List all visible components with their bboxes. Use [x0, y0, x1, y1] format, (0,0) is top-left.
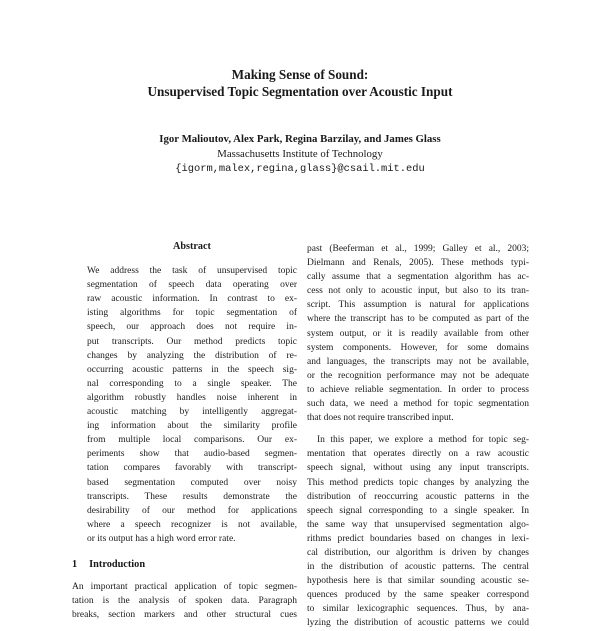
text-line: segmentation of speech data operating over [87, 280, 297, 291]
text-line: nal corresponding to a single speaker. The [87, 378, 297, 389]
section-title: Introduction [89, 558, 146, 570]
text-line: put transcripts. Our method predicts topic [87, 336, 297, 347]
text-line: cess not only to acoustic input, but also to its tran- [307, 286, 529, 297]
right-paragraph-2 [307, 433, 529, 630]
text-line: based segmentation computed over noisy [87, 477, 297, 488]
text-line: transcripts. These results demonstrate the [87, 491, 297, 502]
text-line: cally assume that a segmentation algorithm has ac- [307, 272, 529, 283]
text-line: the same way that unsupervised segmentation algo- [307, 519, 529, 530]
text-line: In this paper, we explore a method for topic seg- [317, 435, 529, 446]
text-line: from multiple local comparisons. Our ex- [87, 435, 297, 446]
text-line: cal distribution, our algorithm is driven by changes [307, 547, 529, 558]
affiliation: Massachusetts Institute of Technology [217, 148, 383, 160]
section-number: 1 [72, 558, 78, 570]
title-line-2: Unsupervised Topic Segmentation over Acoustic Input [147, 84, 453, 99]
text-line: mentation that operates directly on a raw acoustic [307, 449, 529, 460]
text-line: raw acoustic information. In contrast to ex- [87, 294, 297, 305]
text-line: acoustic matching by intelligently aggregat- [87, 407, 297, 418]
text-line: or its output has a high word error rate. [87, 533, 236, 544]
text-line: distribution of reoccurring acoustic patterns in the [307, 491, 529, 502]
text-line: breaks, section markers and other structural cues [72, 610, 297, 621]
introduction-body [72, 580, 297, 622]
author-block [0, 132, 600, 177]
text-line: speech signal, without using any input transcripts. [307, 463, 529, 474]
text-line: tation is the analysis of spoken data. Paragraph [72, 596, 297, 607]
text-line: Dielmann and Renals, 2005). These methods typi- [307, 258, 529, 269]
text-line: system components. However, for some domains [307, 342, 529, 353]
text-line: tation compares favorably with transcript- [87, 463, 297, 474]
text-line: speech, our approach does not require in- [87, 322, 297, 333]
right-paragraph-1 [307, 242, 529, 425]
text-line: to similar lexicographic sequences. Thus, by ana- [307, 604, 529, 615]
text-line: and languages, the transcripts may not be available, [307, 356, 529, 367]
text-line: script. This assumption is natural for applications [307, 300, 529, 311]
text-line: hypothesis here is that similar sounding acoustic se- [307, 576, 529, 587]
text-line: or the recognition performance may not be adequate [307, 370, 529, 381]
text-line: changes by analyzing the distribution of re- [87, 350, 297, 361]
section-heading-introduction [72, 558, 297, 572]
text-line: to achieve reliable segmentation. In order to process [307, 384, 529, 395]
author-names: Igor Malioutov, Alex Park, Regina Barzilay, and James Glass [159, 133, 441, 145]
text-line: system output, or it is readily available from other [307, 328, 529, 339]
text-line: isting algorithms for topic segmentation of [87, 308, 297, 319]
paper-title [0, 66, 600, 100]
title-line-1: Making Sense of Sound: [231, 67, 369, 82]
text-line: speech signal corresponding to a single speaker. In [307, 505, 529, 516]
left-column [72, 240, 297, 622]
text-line: where a speech recognizer is not available, [87, 519, 297, 530]
text-line: periments show that audio-based segmen- [87, 449, 297, 460]
text-line: that does not require transcribed input. [307, 413, 454, 424]
text-line: An important practical application of topic segmen- [72, 582, 297, 593]
text-line: lyzing the distribution of acoustic patterns we could [307, 618, 529, 629]
text-line: algorithm robustly handles noise inherent in [87, 392, 297, 403]
text-line: ing information about the similarity profile [87, 421, 297, 432]
text-line: occurring acoustic patterns in the speech sig- [87, 364, 297, 375]
text-line: rithms predict boundaries based on changes in lexi- [307, 533, 529, 544]
abstract-heading: Abstract [173, 241, 211, 252]
text-line: where the transcript has to be computed as part of the [307, 314, 529, 325]
text-line: desirability of our method for applications [87, 505, 297, 516]
text-line: quences produced by the same speaker correspond [307, 590, 529, 601]
right-column [307, 242, 529, 631]
author-email: {igorm,malex,regina,glass}@csail.mit.edu [175, 163, 425, 175]
text-line: We address the task of unsupervised topic [87, 266, 297, 277]
text-line: past (Beeferman et al., 1999; Galley et al., 2003; [307, 244, 529, 254]
text-line: such data, we need a method for topic segmentation [307, 399, 529, 410]
abstract-body [87, 264, 297, 546]
text-line: This method predicts topic changes by analyzing the [307, 477, 529, 488]
text-line: in the distribution of acoustic patterns. The central [307, 562, 529, 573]
